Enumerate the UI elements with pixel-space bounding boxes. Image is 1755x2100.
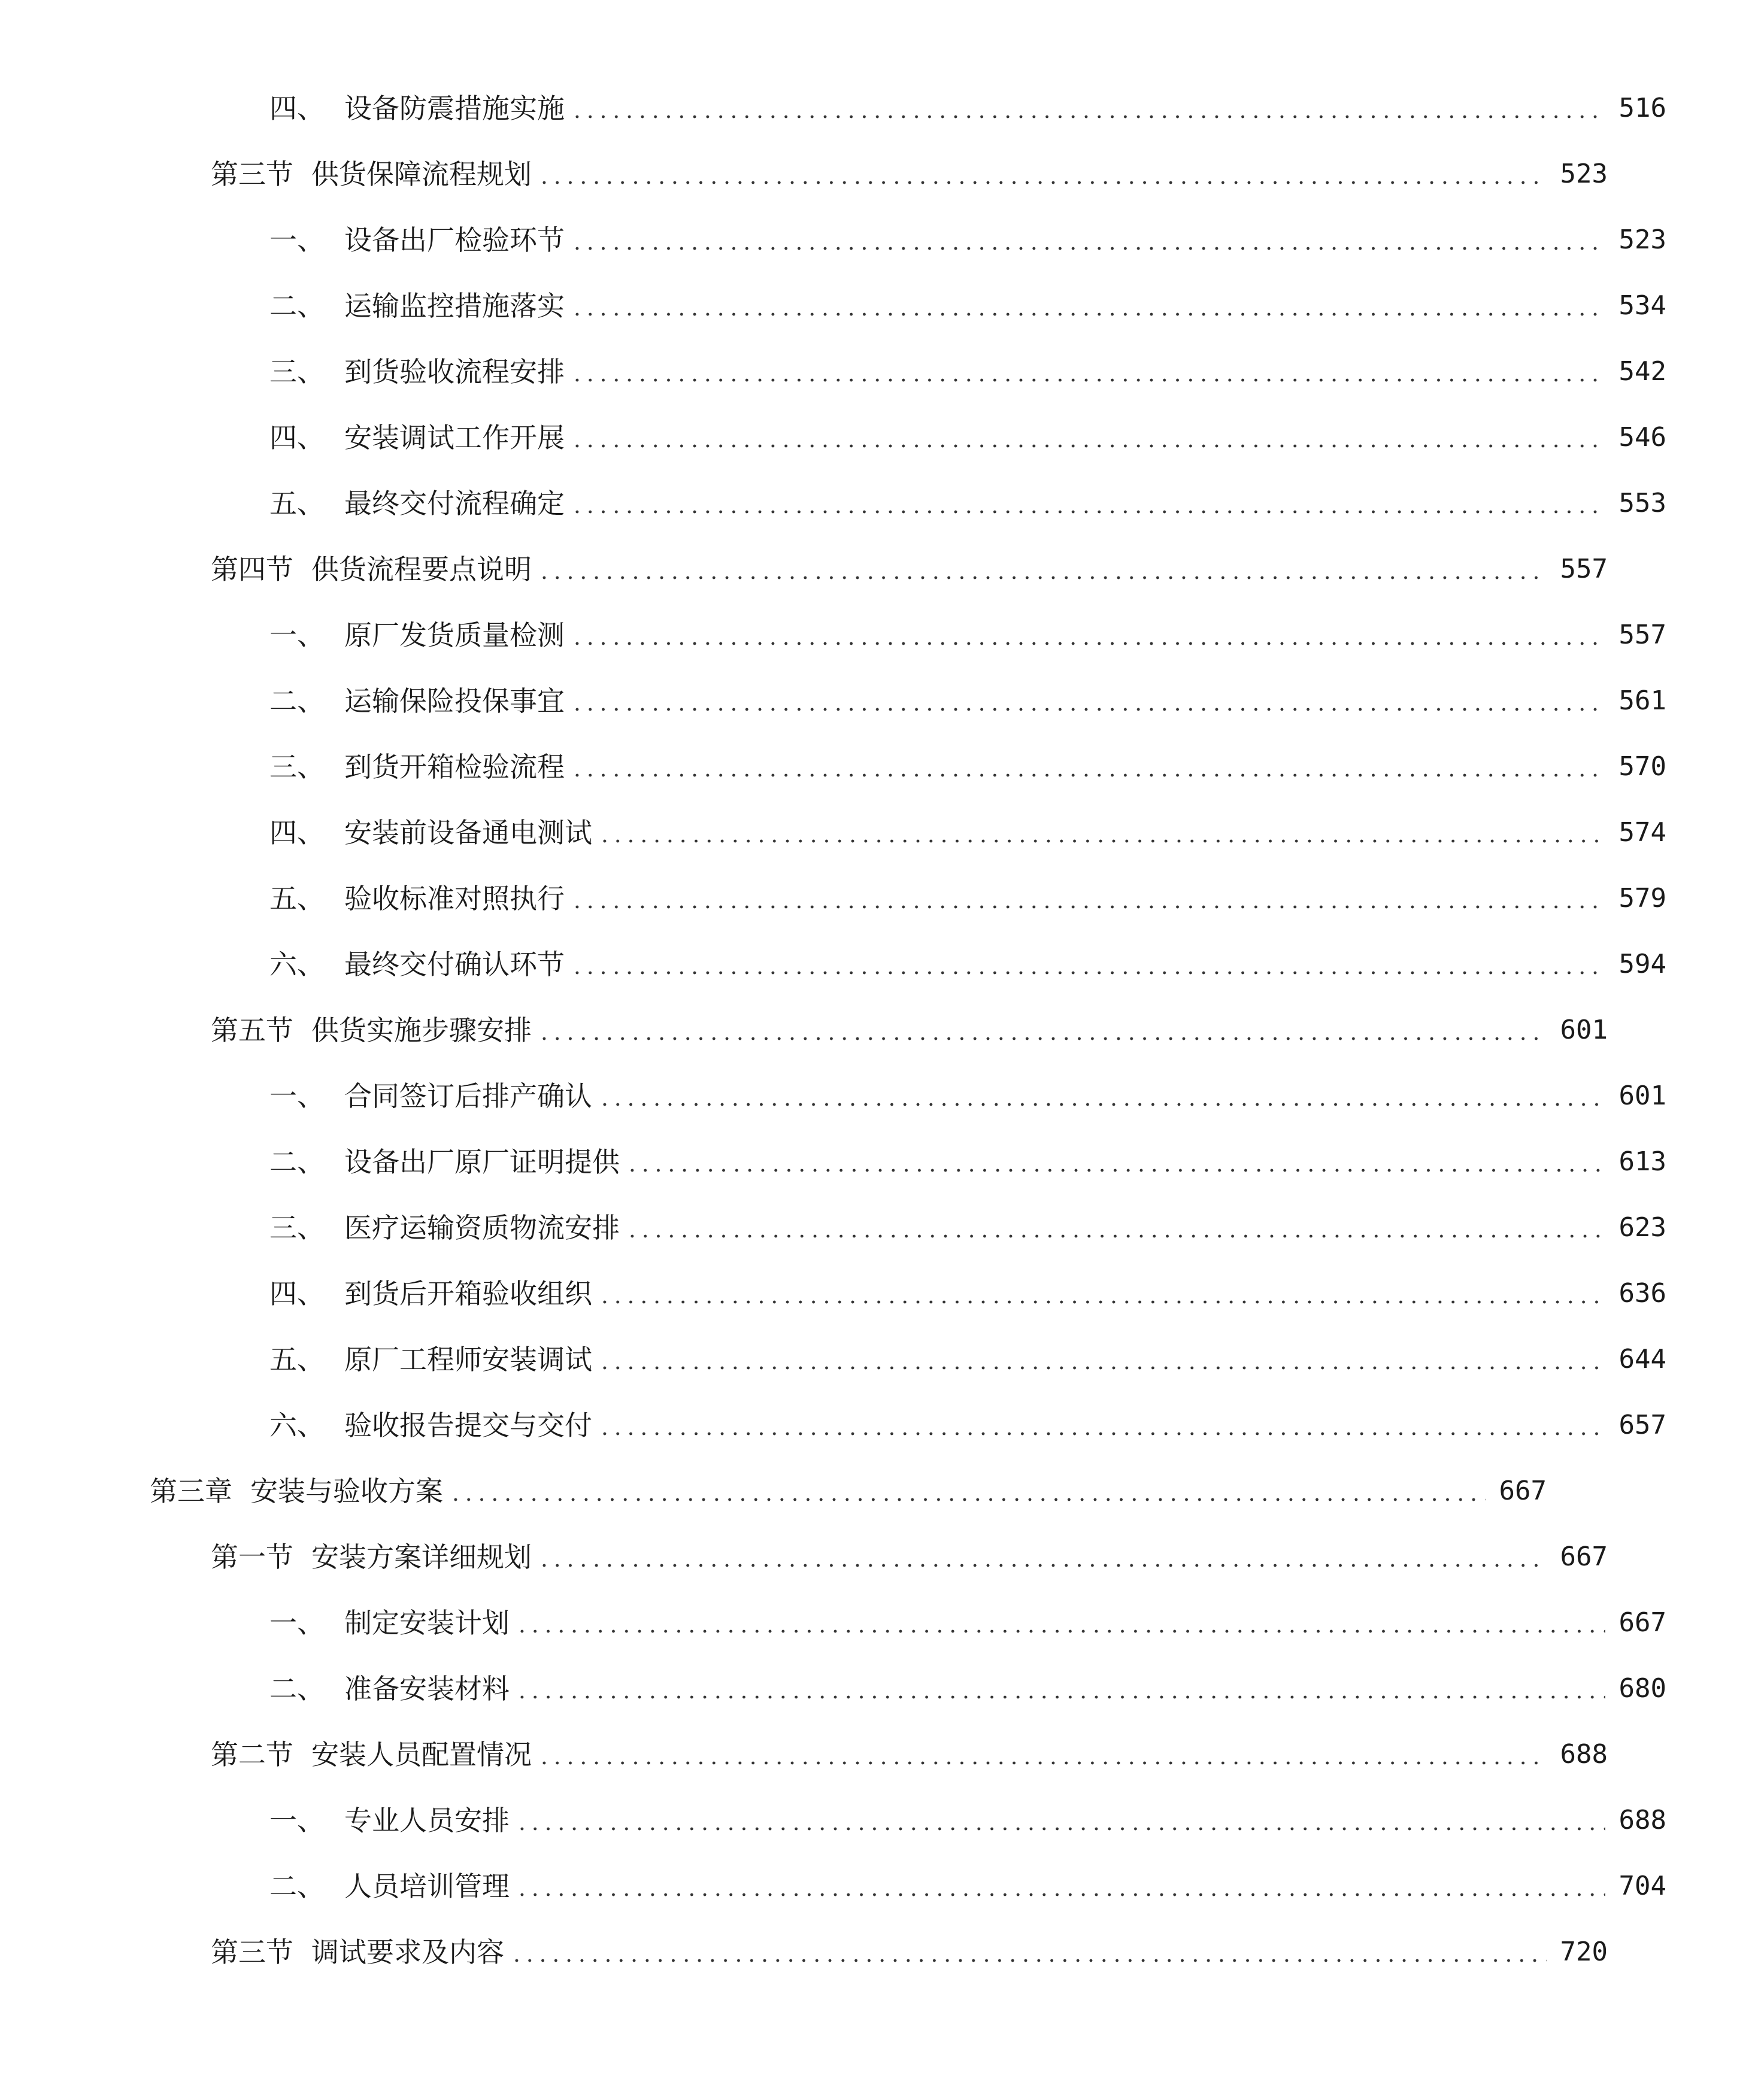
toc-page-number: 579 [1618, 883, 1666, 914]
toc-page-number: 613 [1618, 1146, 1666, 1177]
toc-page-number: 644 [1618, 1344, 1666, 1374]
toc-entry[interactable] [0, 1195, 1755, 1261]
toc-entry[interactable] [0, 997, 1696, 1063]
toc-number: 一、 [269, 619, 325, 651]
toc-entry[interactable] [0, 1788, 1755, 1853]
toc-title: 安装调试工作开展 [344, 421, 565, 454]
toc-title: 医疗运输资质物流安排 [344, 1212, 620, 1244]
toc-title: 安装与验收方案 [250, 1475, 443, 1507]
toc-entry[interactable] [0, 1722, 1696, 1788]
toc-page-number: 680 [1618, 1673, 1666, 1704]
toc-page-number: 704 [1618, 1871, 1666, 1901]
dot-leader [571, 273, 1605, 339]
toc-number: 第三章 [150, 1475, 232, 1507]
dot-leader [571, 339, 1605, 405]
dot-leader [598, 1327, 1605, 1392]
toc-entry[interactable] [0, 1261, 1755, 1327]
toc-title: 供货流程要点说明 [311, 553, 532, 585]
toc-entry[interactable] [0, 141, 1696, 207]
toc-entry[interactable] [0, 1063, 1755, 1129]
toc-entry[interactable] [0, 1524, 1696, 1590]
toc-title: 制定安装计划 [344, 1607, 510, 1639]
toc-entry[interactable] [0, 1590, 1755, 1656]
toc-number: 五、 [269, 1343, 325, 1376]
toc-entry[interactable] [0, 1919, 1696, 1985]
dot-leader [449, 1458, 1486, 1524]
toc-number: 四、 [269, 421, 325, 454]
toc-number: 六、 [269, 1409, 325, 1442]
toc-number: 第二节 [211, 1738, 293, 1771]
toc-number: 五、 [269, 487, 325, 520]
toc-page-number: 594 [1618, 949, 1666, 979]
toc-title: 运输保险投保事宜 [344, 685, 565, 717]
toc-entry[interactable] [0, 1853, 1755, 1919]
toc-title: 合同签订后排产确认 [344, 1080, 592, 1112]
toc-number: 六、 [269, 948, 325, 981]
toc-title: 最终交付确认环节 [344, 948, 565, 981]
toc-page-number: 574 [1618, 817, 1666, 848]
toc-number: 三、 [269, 751, 325, 783]
toc-title: 安装方案详细规划 [311, 1541, 532, 1573]
dot-leader [516, 1656, 1605, 1722]
toc-title: 人员培训管理 [344, 1870, 510, 1902]
toc-page-number: 636 [1618, 1278, 1666, 1309]
dot-leader [571, 668, 1605, 734]
toc-entry[interactable] [0, 207, 1755, 273]
toc-title: 供货保障流程规划 [311, 158, 532, 190]
toc-number: 五、 [269, 882, 325, 915]
toc-number: 第一节 [211, 1541, 293, 1573]
toc-number: 二、 [269, 1870, 325, 1902]
toc-entry[interactable] [0, 931, 1755, 997]
toc-title: 验收标准对照执行 [344, 882, 565, 915]
toc-entry[interactable] [0, 405, 1755, 471]
dot-leader [571, 734, 1605, 800]
toc-number: 二、 [269, 685, 325, 717]
toc-number: 一、 [269, 1080, 325, 1112]
dot-leader [571, 931, 1605, 997]
toc-entry[interactable] [0, 273, 1755, 339]
toc-page-number: 561 [1618, 685, 1666, 716]
toc-title: 调试要求及内容 [311, 1936, 504, 1968]
toc-number: 二、 [269, 290, 325, 322]
dot-leader [571, 405, 1605, 471]
dot-leader [538, 1524, 1547, 1590]
toc-page-number: 601 [1618, 1081, 1666, 1111]
toc-page-number: 688 [1560, 1739, 1608, 1770]
toc-page-number: 557 [1560, 554, 1608, 584]
dot-leader [538, 997, 1547, 1063]
dot-leader [626, 1195, 1605, 1261]
toc-number: 二、 [269, 1146, 325, 1178]
toc-page-number: 516 [1618, 93, 1666, 123]
toc-number: 四、 [269, 817, 325, 849]
toc-title: 原厂发货质量检测 [344, 619, 565, 651]
toc-entry[interactable] [0, 1327, 1755, 1392]
toc-page-number: 553 [1618, 488, 1666, 518]
toc-entry[interactable] [0, 471, 1755, 536]
toc-page-number: 667 [1560, 1541, 1608, 1572]
toc-page-number: 601 [1560, 1015, 1608, 1045]
toc-page-number: 720 [1560, 1937, 1608, 1967]
toc-title: 设备出厂原厂证明提供 [344, 1146, 620, 1178]
toc-number: 第三节 [211, 1936, 293, 1968]
toc-page-number: 623 [1618, 1212, 1666, 1243]
toc-page-number: 542 [1618, 356, 1666, 387]
toc-entry[interactable] [0, 1129, 1755, 1195]
toc-page-number: 557 [1618, 620, 1666, 650]
toc-page-number: 546 [1618, 422, 1666, 453]
toc-title: 设备出厂检验环节 [344, 224, 565, 256]
dot-leader [538, 536, 1547, 602]
toc-title: 最终交付流程确定 [344, 487, 565, 520]
dot-leader [571, 207, 1605, 273]
dot-leader [516, 1853, 1605, 1919]
toc-entry[interactable] [0, 1458, 1635, 1524]
dot-leader [516, 1788, 1605, 1853]
toc-title: 验收报告提交与交付 [344, 1409, 592, 1442]
toc-entry[interactable] [0, 734, 1755, 800]
toc-page-number: 667 [1499, 1476, 1547, 1506]
toc-title: 到货验收流程安排 [344, 356, 565, 388]
toc-number: 四、 [269, 92, 325, 125]
toc-title: 设备防震措施实施 [344, 92, 565, 125]
dot-leader [516, 1590, 1605, 1656]
toc-number: 一、 [269, 1607, 325, 1639]
toc-entry[interactable] [0, 602, 1755, 668]
toc-page-number: 688 [1618, 1805, 1666, 1835]
dot-leader [538, 1722, 1547, 1788]
toc-number: 三、 [269, 1212, 325, 1244]
toc-number: 第三节 [211, 158, 293, 190]
toc-title: 运输监控措施落实 [344, 290, 565, 322]
toc-number: 第四节 [211, 553, 293, 585]
dot-leader [626, 1129, 1605, 1195]
toc-title: 准备安装材料 [344, 1673, 510, 1705]
toc-page-number: 523 [1560, 159, 1608, 189]
toc-number: 一、 [269, 1804, 325, 1837]
toc-number: 三、 [269, 356, 325, 388]
toc-page-number: 667 [1618, 1607, 1666, 1638]
dot-leader [510, 1919, 1547, 1985]
toc-title: 安装人员配置情况 [311, 1738, 532, 1771]
toc-number: 第五节 [211, 1014, 293, 1046]
toc-page-number: 523 [1618, 224, 1666, 255]
toc-entry[interactable] [0, 668, 1755, 734]
toc-page-number: 570 [1618, 751, 1666, 782]
toc-entry[interactable] [0, 1656, 1755, 1722]
toc-title: 原厂工程师安装调试 [344, 1343, 592, 1376]
dot-leader [598, 1063, 1605, 1129]
toc-entry[interactable] [0, 339, 1755, 405]
dot-leader [571, 471, 1605, 536]
dot-leader [538, 141, 1547, 207]
dot-leader [598, 1261, 1605, 1327]
toc-page-number: 657 [1618, 1410, 1666, 1440]
toc-entry[interactable] [0, 1392, 1755, 1458]
toc-title: 到货开箱检验流程 [344, 751, 565, 783]
toc-entry[interactable] [0, 866, 1755, 931]
toc-entry[interactable] [0, 536, 1696, 602]
toc-entry[interactable] [0, 800, 1755, 866]
toc-title: 供货实施步骤安排 [311, 1014, 532, 1046]
dot-leader [598, 1392, 1605, 1458]
dot-leader [598, 800, 1605, 866]
toc-title: 专业人员安排 [344, 1804, 510, 1837]
toc-number: 二、 [269, 1673, 325, 1705]
toc-title: 到货后开箱验收组织 [344, 1277, 592, 1310]
toc-number: 一、 [269, 224, 325, 256]
toc-entry[interactable] [0, 75, 1755, 141]
dot-leader [571, 602, 1605, 668]
toc-page-number: 534 [1618, 290, 1666, 321]
toc-title: 安装前设备通电测试 [344, 817, 592, 849]
toc-number: 四、 [269, 1277, 325, 1310]
dot-leader [571, 75, 1605, 141]
dot-leader [571, 866, 1605, 931]
